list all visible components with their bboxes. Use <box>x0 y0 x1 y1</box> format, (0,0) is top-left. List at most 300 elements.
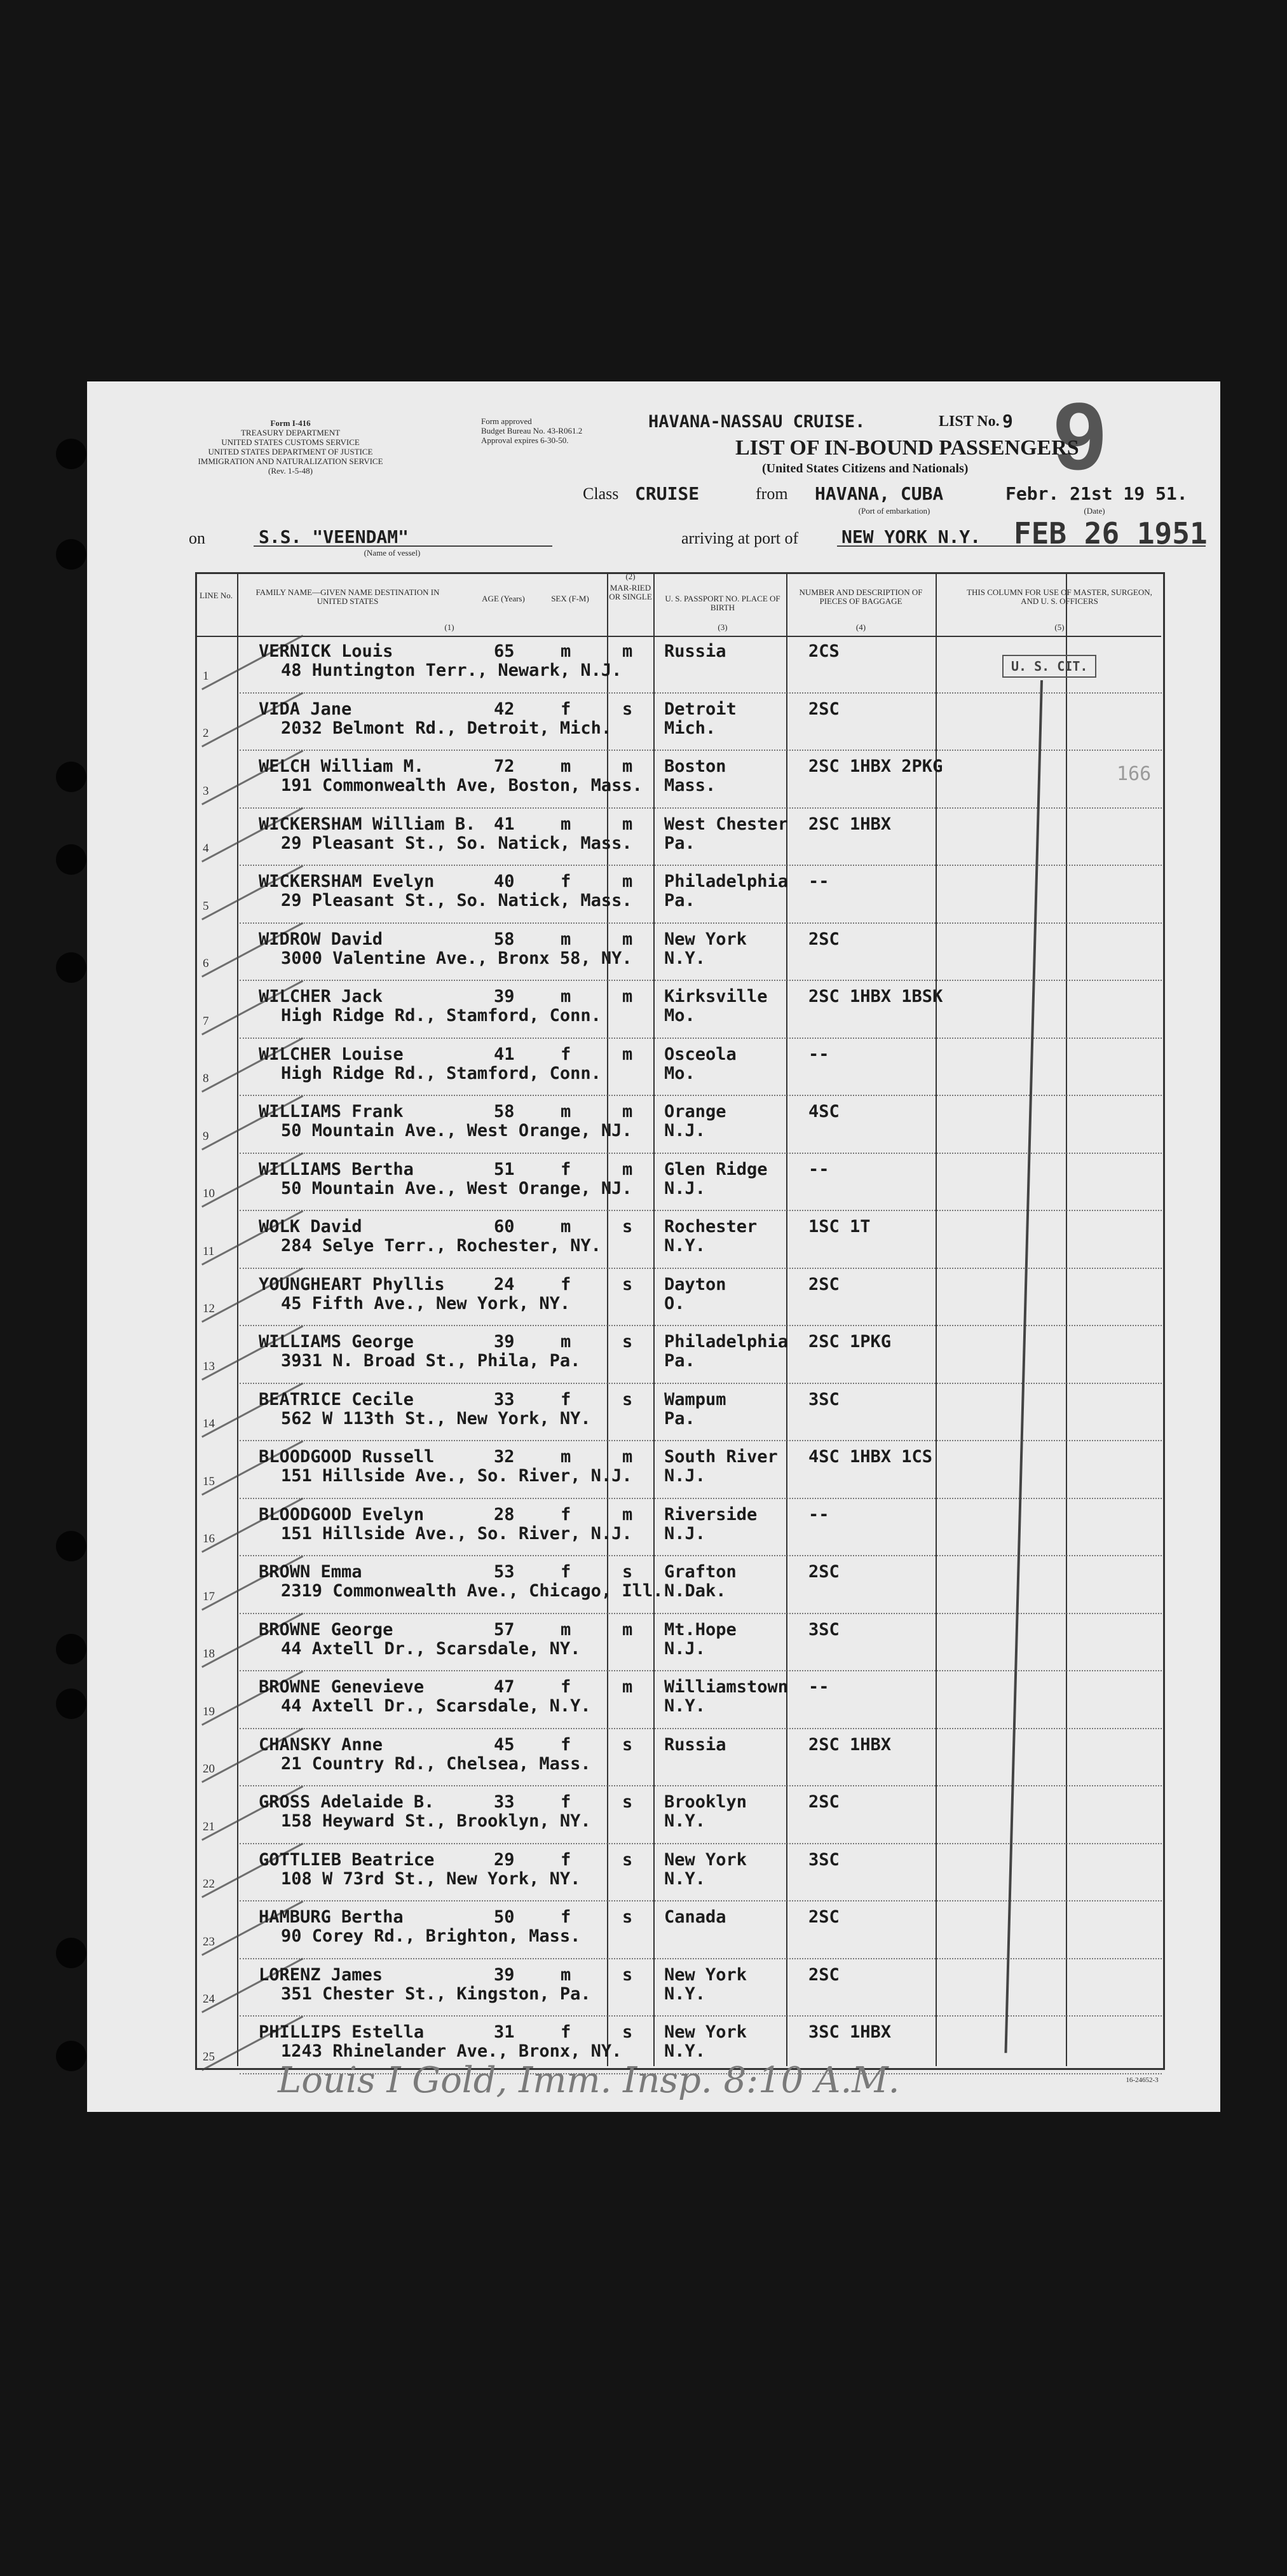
baggage: -- <box>808 1044 829 1064</box>
row-rule <box>240 1440 1162 1441</box>
baggage: 1SC 1T <box>808 1217 871 1237</box>
baggage: 2SC <box>808 1792 840 1812</box>
passenger-name: VIDA Jane <box>259 699 352 719</box>
table-row <box>87 1788 1220 1846</box>
birthplace: New York <box>664 1964 747 1985</box>
birthplace: Canada <box>664 1907 726 1927</box>
baggage: 4SC <box>808 1102 840 1121</box>
justice-label: UNITED STATES DEPARTMENT OF JUSTICE <box>208 447 373 456</box>
birthplace: Brooklyn <box>664 1792 747 1812</box>
passenger-sex: f <box>561 699 571 719</box>
embark-date: Febr. 21st 19 51. <box>1005 483 1188 504</box>
passenger-sex: m <box>561 641 571 661</box>
baggage: 2SC <box>808 1907 840 1927</box>
table-row <box>87 810 1220 868</box>
passenger-age: 72 <box>494 757 515 776</box>
passenger-address: 2319 Commonwealth Ave., Chicago, Ill. <box>281 1581 664 1601</box>
passenger-address: 44 Axtell Dr., Scarsdale, N.Y. <box>281 1696 591 1716</box>
birthplace-state: O. <box>664 1293 685 1313</box>
passenger-name: WILLIAMS Frank <box>259 1102 404 1121</box>
document-subtitle: (United States Citizens and Nationals) <box>762 462 969 476</box>
passenger-name: GOTTLIEB Beatrice <box>259 1849 435 1870</box>
passenger-name: WILCHER Louise <box>259 1044 404 1064</box>
baggage: -- <box>808 1159 829 1179</box>
birthplace: Philadelphia <box>664 872 789 891</box>
baggage: 3SC <box>808 1619 840 1640</box>
passenger-address: 50 Mountain Ave., West Orange, NJ. <box>281 1121 632 1141</box>
line-number: 12 <box>203 1302 215 1315</box>
birthplace: Boston <box>664 757 726 776</box>
cruise-name: HAVANA-NASSAU CRUISE. <box>648 412 866 432</box>
baggage: 2SC <box>808 1964 840 1985</box>
birthplace-state: N.J. <box>664 1466 706 1486</box>
passenger-name: WILLIAMS George <box>259 1332 414 1352</box>
baggage: 2SC 1HBX 1BSK <box>808 987 943 1006</box>
binder-hole <box>56 1634 86 1664</box>
marital-status: s <box>622 699 633 719</box>
row-rule <box>240 1958 1162 1959</box>
row-rule <box>240 1785 1162 1786</box>
birthplace-state: N.J. <box>664 1121 706 1141</box>
line-number: 6 <box>203 957 209 970</box>
birthplace-state: N.Y. <box>664 1811 706 1831</box>
birthplace-state: N.Y. <box>664 948 706 968</box>
col-head-name: FAMILY NAME—GIVEN NAME DESTINATION IN UNITED STATES <box>255 587 440 606</box>
line-number: 2 <box>203 727 209 740</box>
birthplace-state: N.J. <box>664 1178 706 1198</box>
passenger-address: 151 Hillside Ave., So. River, N.J. <box>281 1466 632 1486</box>
row-rule <box>240 980 1162 981</box>
passenger-address: 44 Axtell Dr., Scarsdale, NY. <box>281 1638 581 1659</box>
passenger-name: HAMBURG Bertha <box>259 1907 404 1927</box>
marital-status: s <box>622 1332 633 1352</box>
table-row <box>87 1615 1220 1674</box>
marital-status: s <box>622 1562 633 1582</box>
birthplace: Kirksville <box>664 987 768 1006</box>
passenger-name: PHILLIPS Estella <box>259 2022 425 2042</box>
passenger-sex: m <box>561 814 571 834</box>
passenger-sex: m <box>561 929 571 949</box>
birthplace-state: Pa. <box>664 833 695 853</box>
class-value: CRUISE <box>635 483 700 504</box>
table-row <box>87 1040 1220 1099</box>
row-rule <box>240 1268 1162 1269</box>
baggage: 2SC <box>808 1274 840 1294</box>
passenger-age: 41 <box>494 814 515 834</box>
passenger-address: 3931 N. Broad St., Phila, Pa. <box>281 1351 581 1371</box>
passenger-address: High Ridge Rd., Stamford, Conn. <box>281 1006 601 1025</box>
passenger-name: BROWNE Genevieve <box>259 1677 425 1697</box>
passenger-age: 32 <box>494 1447 515 1467</box>
manifest-sheet <box>87 381 1220 2112</box>
binder-hole <box>56 539 86 570</box>
date-caption: (Date) <box>1084 506 1105 516</box>
passenger-address: 45 Fifth Ave., New York, NY. <box>281 1293 571 1313</box>
col-head-line: LINE No. <box>200 591 233 600</box>
marital-status: s <box>622 1389 633 1409</box>
marital-status: m <box>622 872 633 891</box>
row-rule <box>240 865 1162 866</box>
passenger-age: 57 <box>494 1619 515 1640</box>
passenger-sex: f <box>561 1504 571 1524</box>
marital-status: m <box>622 814 633 834</box>
passenger-sex: f <box>561 1562 571 1582</box>
table-row <box>87 1961 1220 2019</box>
birthplace-state: N.J. <box>664 1523 706 1544</box>
birthplace: Russia <box>664 641 726 661</box>
binder-hole <box>56 762 86 792</box>
line-number: 22 <box>203 1877 215 1891</box>
row-rule <box>240 1613 1162 1614</box>
passenger-sex: m <box>561 1964 571 1985</box>
row-rule <box>240 692 1162 694</box>
marital-status: s <box>622 1274 633 1294</box>
passenger-age: 33 <box>494 1389 515 1409</box>
passenger-sex: m <box>561 987 571 1006</box>
baggage: 2SC 1PKG <box>808 1332 892 1352</box>
treasury-label: TREASURY DEPARTMENT <box>240 428 341 437</box>
passenger-address: 108 W 73rd St., New York, NY. <box>281 1868 581 1889</box>
passenger-sex: m <box>561 757 571 776</box>
passenger-sex: f <box>561 1677 571 1697</box>
table-row <box>87 1442 1220 1501</box>
table-row <box>87 1673 1220 1731</box>
col-num-3: (3) <box>718 622 728 632</box>
passenger-sex: f <box>561 872 571 891</box>
marital-status: s <box>622 1217 633 1237</box>
birthplace-state: Pa. <box>664 1408 695 1428</box>
passenger-age: 39 <box>494 987 515 1006</box>
baggage: 2SC 1HBX <box>808 1734 892 1755</box>
birthplace: Riverside <box>664 1504 758 1524</box>
marital-status: m <box>622 929 633 949</box>
birthplace-state: N.Y. <box>664 1696 706 1716</box>
marital-status: m <box>622 1619 633 1640</box>
passenger-age: 58 <box>494 1102 515 1121</box>
marital-status: s <box>622 1734 633 1755</box>
birthplace: Dayton <box>664 1274 726 1294</box>
table-row <box>87 1558 1220 1616</box>
line-number: 17 <box>203 1589 215 1603</box>
table-row <box>87 1097 1220 1156</box>
marital-status: m <box>622 1677 633 1697</box>
line-number: 24 <box>203 1992 215 2006</box>
line-number: 21 <box>203 1819 215 1833</box>
passenger-name: CHANSKY Anne <box>259 1734 383 1755</box>
marital-status: m <box>622 1159 633 1179</box>
passenger-age: 29 <box>494 1849 515 1870</box>
birthplace-state: Pa. <box>664 891 695 910</box>
birthplace: Williamstown <box>664 1677 789 1697</box>
table-row <box>87 867 1220 926</box>
passenger-address: 29 Pleasant St., So. Natick, Mass. <box>281 891 632 910</box>
marital-status: m <box>622 1504 633 1524</box>
marital-status: s <box>622 1907 633 1927</box>
binder-hole <box>56 844 86 875</box>
inspector-signature: Louis I Gold, Imm. Insp. 8:10 A.M. <box>278 2060 900 2101</box>
binder-hole <box>56 1531 86 1561</box>
birthplace: Rochester <box>664 1217 758 1237</box>
birthplace-state: N.Y. <box>664 2041 706 2061</box>
line-number: 10 <box>203 1187 215 1200</box>
vessel-name: S.S. "VEENDAM" <box>259 526 409 547</box>
passenger-address: 48 Huntington Terr., Newark, N.J. <box>281 661 622 680</box>
line-number: 14 <box>203 1417 215 1430</box>
embark-caption: (Port of embarkation) <box>858 506 930 516</box>
birthplace: South River <box>664 1447 778 1467</box>
passenger-address: 90 Corey Rd., Brighton, Mass. <box>281 1926 581 1946</box>
baggage: 3SC 1HBX <box>808 2022 892 2042</box>
line-number: 9 <box>203 1129 209 1143</box>
passenger-name: WICKERSHAM Evelyn <box>259 872 435 891</box>
binder-hole <box>56 952 86 983</box>
passenger-age: 42 <box>494 699 515 719</box>
row-rule <box>240 2015 1162 2017</box>
arrival-port: NEW YORK N.Y. <box>841 526 981 547</box>
passenger-age: 39 <box>494 1964 515 1985</box>
birthplace-state: N.Y. <box>664 1983 706 2004</box>
table-row <box>87 1270 1220 1329</box>
col-head-age: AGE (Years) <box>482 594 525 603</box>
table-row <box>87 925 1220 983</box>
birthplace: Mt.Hope <box>664 1619 737 1640</box>
birthplace: Wampum <box>664 1389 726 1409</box>
binder-hole <box>56 1689 86 1719</box>
binder-hole <box>56 439 86 469</box>
line-number: 19 <box>203 1704 215 1718</box>
passenger-sex: f <box>561 1389 571 1409</box>
col-head-sex: SEX (F-M) <box>551 594 589 603</box>
birthplace: Philadelphia <box>664 1332 789 1352</box>
marital-status: m <box>622 1102 633 1121</box>
row-rule <box>240 750 1162 751</box>
row-rule <box>240 1555 1162 1556</box>
table-row <box>87 982 1220 1041</box>
col-num-2: (2) <box>625 572 636 581</box>
col-head-married: MAR-RIED OR SINGLE <box>609 583 652 601</box>
passenger-age: 33 <box>494 1792 515 1812</box>
passenger-age: 28 <box>494 1504 515 1524</box>
form-code: 16-24652-3 <box>1126 2076 1159 2084</box>
revision-label: (Rev. 1-5-48) <box>268 466 313 476</box>
passenger-name: VERNICK Louis <box>259 641 393 661</box>
passenger-age: 60 <box>494 1217 515 1237</box>
passenger-age: 51 <box>494 1159 515 1179</box>
col-num-4: (4) <box>855 622 866 632</box>
marital-status: m <box>622 1044 633 1064</box>
marital-status: m <box>622 987 633 1006</box>
birthplace: West Chester <box>664 814 789 834</box>
birthplace: Russia <box>664 1734 726 1755</box>
passenger-age: 45 <box>494 1734 515 1755</box>
line-number: 23 <box>203 1935 215 1949</box>
passenger-address: 21 Country Rd., Chelsea, Mass. <box>281 1753 591 1774</box>
embark-port: HAVANA, CUBA <box>815 483 944 504</box>
passenger-name: BLOODGOOD Russell <box>259 1447 435 1467</box>
line-number: 8 <box>203 1072 209 1085</box>
table-row <box>87 1212 1220 1271</box>
passenger-address: 562 W 113th St., New York, NY. <box>281 1408 591 1428</box>
table-row <box>87 1903 1220 1961</box>
big-list-number: 9 <box>1053 383 1107 490</box>
birthplace-state: Mich. <box>664 718 716 738</box>
line-number: 15 <box>203 1474 215 1488</box>
col-num-5: (5) <box>1054 622 1065 632</box>
passenger-sex: m <box>561 1447 571 1467</box>
line-number: 18 <box>203 1647 215 1661</box>
binder-hole <box>56 1938 86 1968</box>
arrival-date-stamp: FEB 26 1951 <box>1014 516 1208 551</box>
table-row <box>87 1155 1220 1214</box>
passenger-sex: f <box>561 2022 571 2042</box>
passenger-name: WIDROW David <box>259 929 383 949</box>
passenger-name: WELCH William M. <box>259 757 425 776</box>
birthplace: Orange <box>664 1102 726 1121</box>
approval-block <box>481 416 634 445</box>
birthplace: Glen Ridge <box>664 1159 768 1179</box>
birthplace: New York <box>664 929 747 949</box>
list-no-label: LIST No. <box>939 413 1000 430</box>
vessel-caption: (Name of vessel) <box>364 548 421 558</box>
col-head-baggage: NUMBER AND DESCRIPTION OF PIECES OF BAGGAGE <box>799 587 923 606</box>
row-rule <box>240 1038 1162 1039</box>
birthplace-state: Mo. <box>664 1006 695 1025</box>
line-number: 3 <box>203 784 209 798</box>
passenger-address: 191 Commonwealth Ave, Boston, Mass. <box>281 776 643 795</box>
baggage: 2SC <box>808 1562 840 1582</box>
birthplace-state: N.Dak. <box>664 1581 726 1601</box>
row-rule <box>240 1728 1162 1729</box>
passenger-address: 1243 Rhinelander Ave., Bronx, NY. <box>281 2041 622 2061</box>
table-row <box>87 1385 1220 1444</box>
passenger-address: 351 Chester St., Kingston, Pa. <box>281 1983 591 2004</box>
passenger-age: 39 <box>494 1332 515 1352</box>
passenger-address: 284 Selye Terr., Rochester, NY. <box>281 1236 601 1256</box>
row-rule <box>240 1900 1162 1901</box>
agency-block <box>182 418 398 476</box>
passenger-sex: f <box>561 1849 571 1870</box>
arriving-label: arriving at port of <box>681 529 799 547</box>
passenger-name: LORENZ James <box>259 1964 383 1985</box>
customs-label: UNITED STATES CUSTOMS SERVICE <box>221 437 360 447</box>
row-rule <box>240 1843 1162 1844</box>
birthplace-state: Pa. <box>664 1351 695 1371</box>
line-number: 4 <box>203 842 209 855</box>
baggage: 3SC <box>808 1389 840 1409</box>
binder-hole <box>56 2041 86 2071</box>
table-row <box>87 695 1220 753</box>
passenger-address: High Ridge Rd., Stamford, Conn. <box>281 1063 601 1083</box>
col-head-officers: THIS COLUMN FOR USE OF MASTER, SURGEON, AND U. S. OFFICERS <box>967 587 1152 606</box>
passenger-age: 41 <box>494 1044 515 1064</box>
passenger-age: 65 <box>494 641 515 661</box>
line-number: 5 <box>203 899 209 913</box>
passenger-name: GROSS Adelaide B. <box>259 1792 435 1812</box>
passenger-name: BEATRICE Cecile <box>259 1389 414 1409</box>
line-number: 7 <box>203 1014 209 1028</box>
passenger-age: 47 <box>494 1677 515 1697</box>
baggage: 4SC 1HBX 1CS <box>808 1447 933 1467</box>
marital-status: s <box>622 1964 633 1985</box>
row-rule <box>240 1670 1162 1671</box>
passenger-name: WILCHER Jack <box>259 987 383 1006</box>
baggage: -- <box>808 872 829 891</box>
marital-status: m <box>622 757 633 776</box>
baggage: -- <box>808 1677 829 1697</box>
passenger-name: BLOODGOOD Evelyn <box>259 1504 425 1524</box>
baggage: 2SC 1HBX 2PKG <box>808 757 943 776</box>
passenger-sex: f <box>561 1907 571 1927</box>
passenger-sex: m <box>561 1332 571 1352</box>
document-title: LIST OF IN-BOUND PASSENGERS <box>735 436 1079 460</box>
approved-label: Form approved <box>481 416 532 426</box>
ins-label: IMMIGRATION AND NATURALIZATION SERVICE <box>198 456 383 466</box>
passenger-sex: f <box>561 1274 571 1294</box>
passenger-address: 29 Pleasant St., So. Natick, Mass. <box>281 833 632 853</box>
table-row <box>87 1500 1220 1559</box>
us-citizen-stamp: U. S. CIT. <box>1002 655 1096 678</box>
birthplace: New York <box>664 1849 747 1870</box>
passenger-sex: m <box>561 1619 571 1640</box>
passenger-name: WILLIAMS Bertha <box>259 1159 414 1179</box>
birthplace-state: Mass. <box>664 776 716 795</box>
passenger-age: 40 <box>494 872 515 891</box>
line-number: 25 <box>203 2050 215 2064</box>
passenger-address: 151 Hillside Ave., So. River, N.J. <box>281 1523 632 1544</box>
passenger-address: 158 Heyward St., Brooklyn, NY. <box>281 1811 591 1831</box>
line-number: 1 <box>203 669 209 683</box>
line-number: 20 <box>203 1762 215 1776</box>
baggage: 2SC <box>808 699 840 719</box>
table-row <box>87 1730 1220 1789</box>
passenger-sex: f <box>561 1734 571 1755</box>
baggage: 3SC <box>808 1849 840 1870</box>
expires-label: Approval expires 6-30-50. <box>481 435 569 445</box>
birthplace-state: N.J. <box>664 1638 706 1659</box>
table-row <box>87 1327 1220 1386</box>
form-number: Form I-416 <box>270 418 311 428</box>
marital-status: s <box>622 1849 633 1870</box>
line-number: 13 <box>203 1359 215 1373</box>
from-label: from <box>756 484 788 503</box>
baggage: 2SC 1HBX <box>808 814 892 834</box>
passenger-age: 24 <box>494 1274 515 1294</box>
line-number: 11 <box>203 1244 215 1258</box>
passenger-sex: f <box>561 1159 571 1179</box>
budget-label: Budget Bureau No. 43-R061.2 <box>481 426 583 435</box>
class-label: Class <box>583 484 619 503</box>
row-rule <box>240 1153 1162 1154</box>
birthplace-state: N.Y. <box>664 1236 706 1256</box>
table-row <box>87 752 1220 811</box>
passenger-address: 3000 Valentine Ave., Bronx 58, NY. <box>281 948 632 968</box>
passenger-name: YOUNGHEART Phyllis <box>259 1274 445 1294</box>
passenger-sex: f <box>561 1044 571 1064</box>
birthplace-state: N.Y. <box>664 1868 706 1889</box>
passenger-name: BROWN Emma <box>259 1562 362 1582</box>
line-number: 16 <box>203 1532 215 1545</box>
side-number: 166 <box>1117 763 1152 785</box>
marital-status: s <box>622 2022 633 2042</box>
list-no-value: 9 <box>1002 411 1013 432</box>
passenger-name: WICKERSHAM William B. <box>259 814 476 834</box>
passenger-age: 31 <box>494 2022 515 2042</box>
passenger-age: 53 <box>494 1562 515 1582</box>
row-rule <box>240 807 1162 809</box>
baggage: 2SC <box>808 929 840 949</box>
row-rule <box>240 1095 1162 1096</box>
row-rule <box>240 1498 1162 1499</box>
